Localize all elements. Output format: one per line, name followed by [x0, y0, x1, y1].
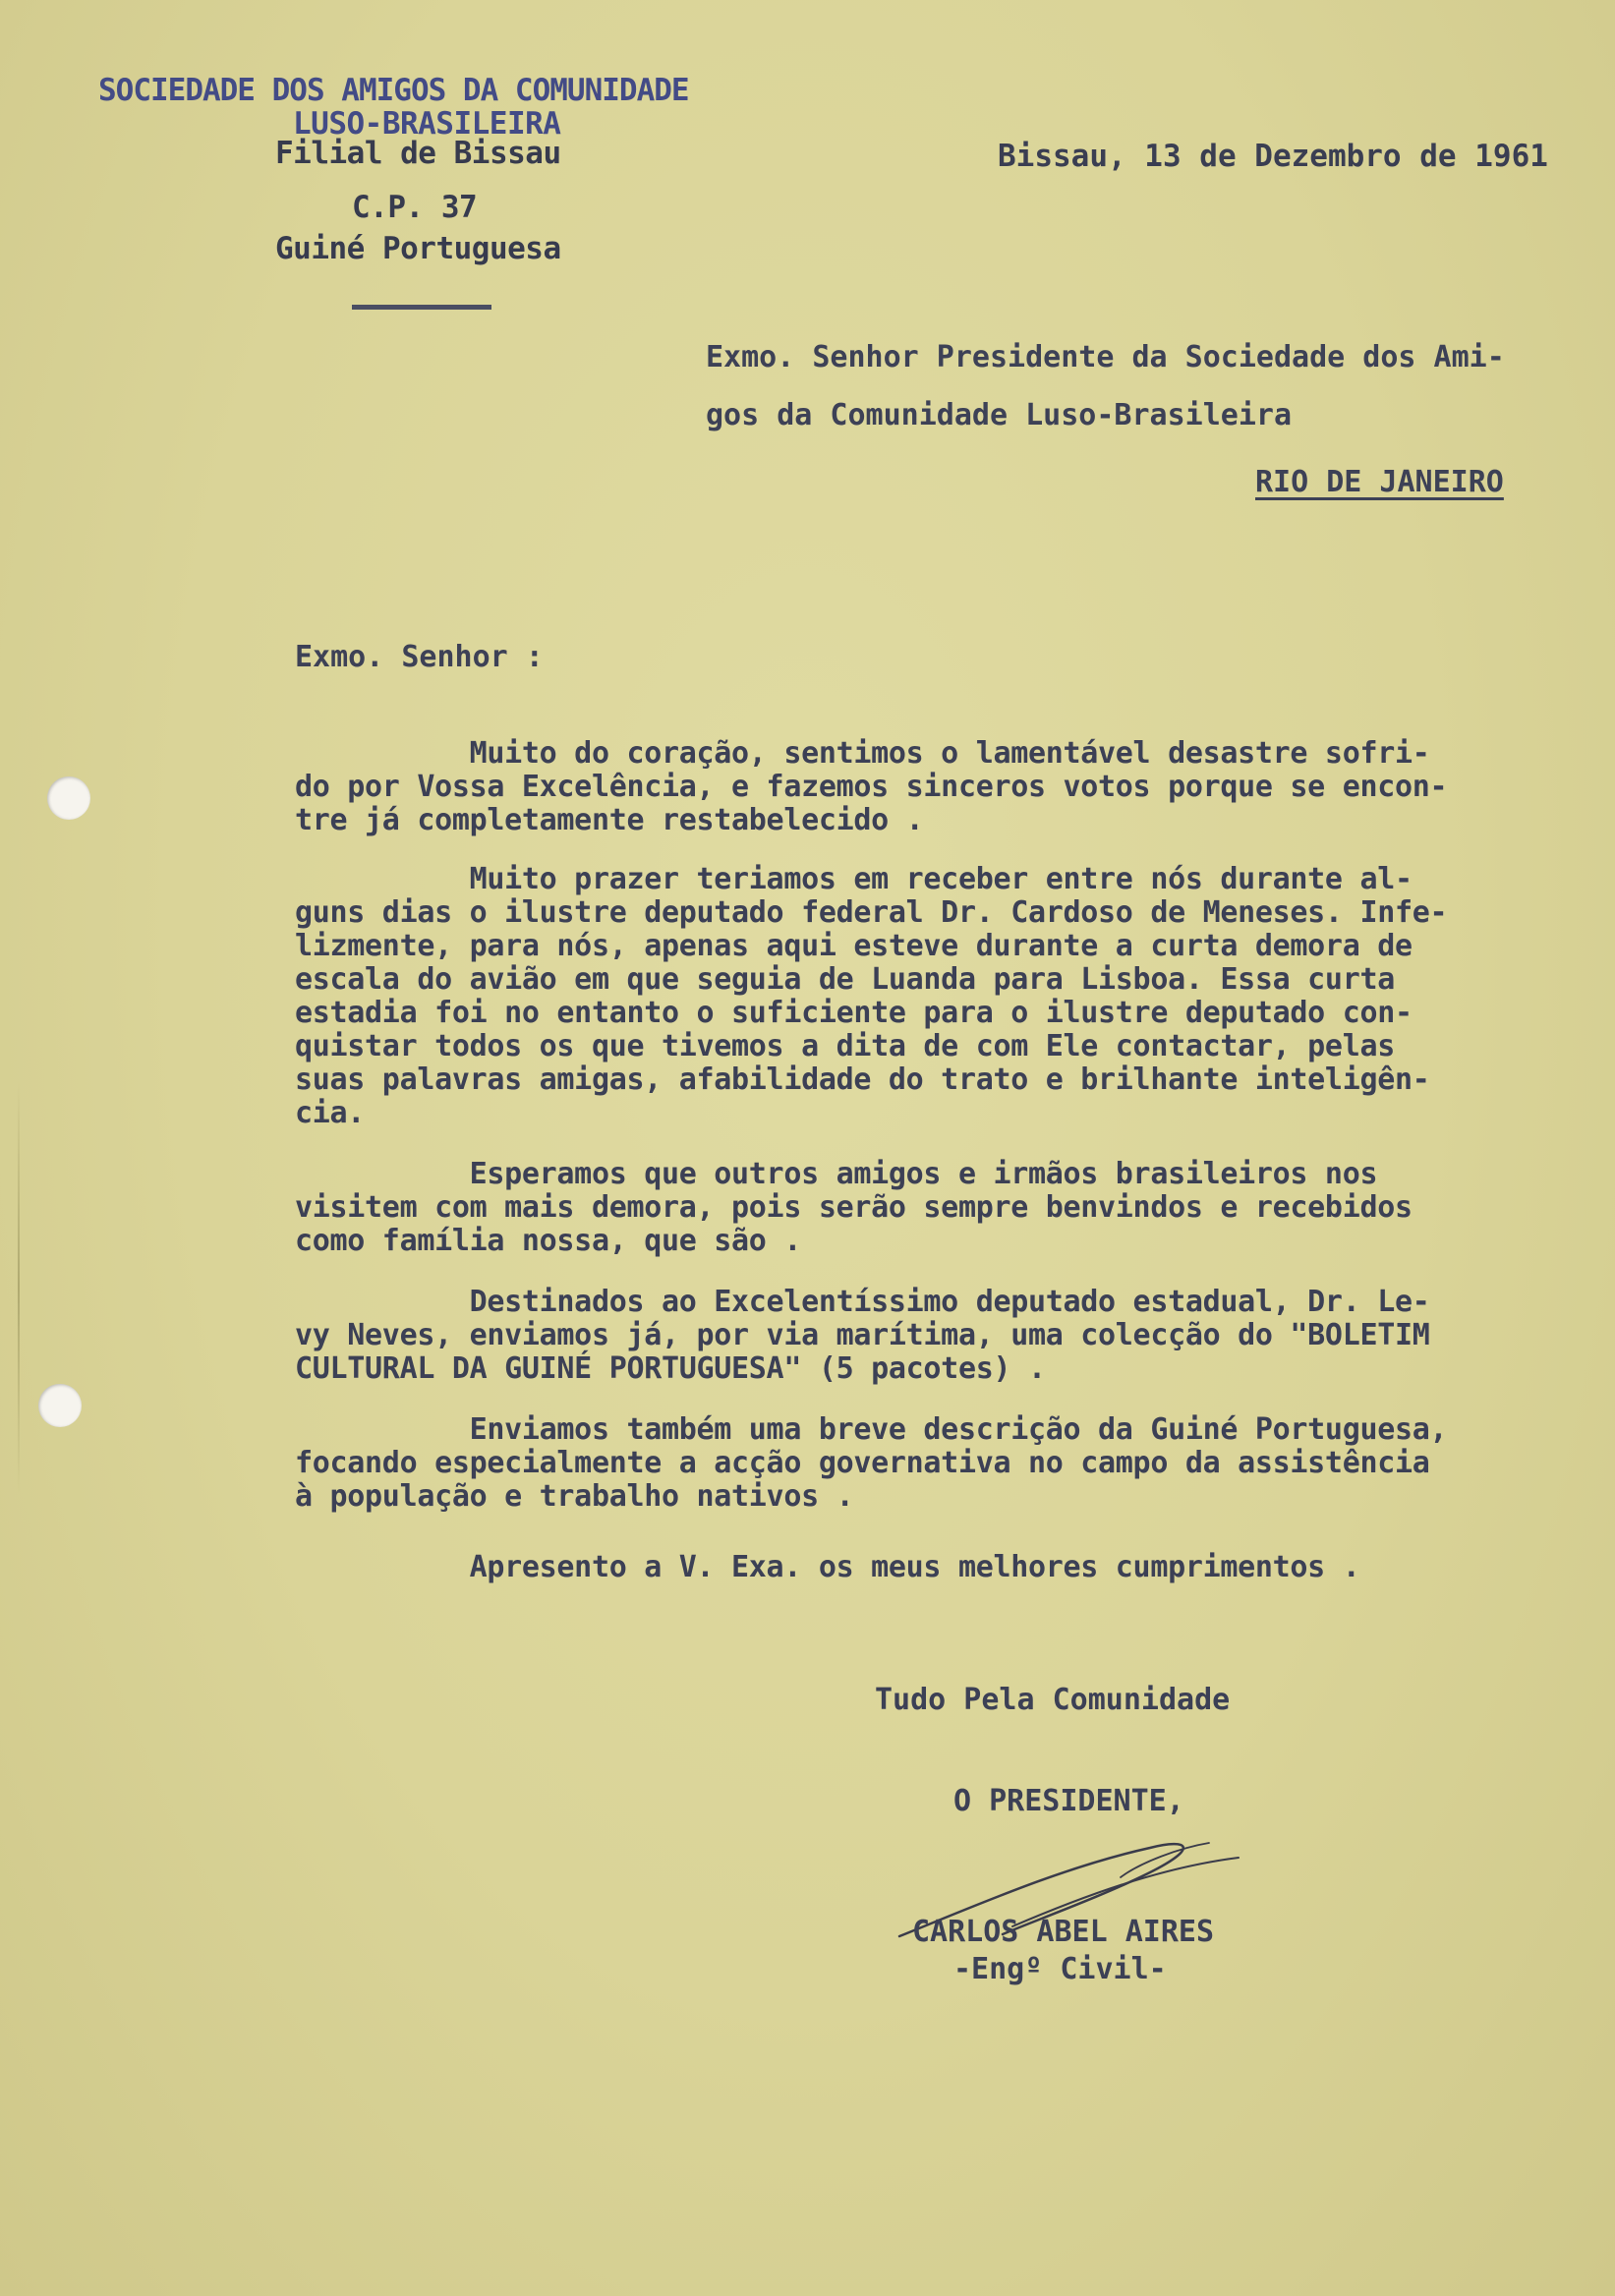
body-line: Apresento a V. Exa. os meus melhores cumprimentos .	[295, 1550, 1360, 1584]
body-line: escala do avião em que seguia de Luanda para Lisboa. Essa curta	[295, 962, 1395, 997]
body-line: tre já completamente restabelecido .	[295, 803, 924, 837]
body-line: Destinados ao Excelentíssimo deputado estadual, Dr. Le-	[295, 1285, 1430, 1319]
recipient-line-2: gos da Comunidade Luso-Brasileira	[706, 398, 1293, 432]
signatory-name: CARLOS ABEL AIRES	[912, 1915, 1215, 1949]
body-line: lizmente, para nós, apenas aqui esteve durante a curta demora de	[295, 929, 1413, 963]
body-line: como família nossa, que são .	[295, 1224, 802, 1258]
body-line: quistar todos os que tivemos a dita de com Ele contactar, pelas	[295, 1029, 1395, 1063]
body-line: focando especialmente a acção governativa no campo da assistência	[295, 1446, 1430, 1480]
date-line: Bissau, 13 de Dezembro de 1961	[998, 139, 1548, 174]
recipient-line-1: Exmo. Senhor Presidente da Sociedade dos Ami-	[706, 340, 1505, 374]
body-line: visitem com mais demora, pois serão sempre benvindos e recebidos	[295, 1190, 1413, 1225]
punch-hole-top	[47, 776, 90, 820]
letterhead-country: Guiné Portuguesa	[275, 231, 561, 266]
body-line: CULTURAL DA GUINÉ PORTUGUESA" (5 pacotes) .	[295, 1351, 1046, 1386]
body-line: estadia foi no entanto o suficiente para o ilustre deputado con-	[295, 996, 1413, 1030]
body-line: Muito do coração, sentimos o lamentável desastre sofri-	[295, 736, 1430, 771]
paper-fold-mark	[18, 1081, 20, 1494]
letterhead-po-box: C.P. 37	[352, 190, 478, 225]
body-line: Muito prazer teriamos em receber entre nós durante al-	[295, 862, 1413, 896]
body-line: vy Neves, enviamos já, por via marítima, uma colecção do "BOLETIM	[295, 1318, 1430, 1352]
letterhead-branch: Filial de Bissau	[275, 136, 561, 171]
closing-title: O PRESIDENTE,	[953, 1784, 1184, 1818]
letterhead-organization: SOCIEDADE DOS AMIGOS DA COMUNIDADE	[98, 73, 689, 108]
body-line: Enviamos também uma breve descrição da Guiné Portuguesa,	[295, 1412, 1448, 1447]
body-line: à população e trabalho nativos .	[295, 1479, 854, 1514]
body-line: suas palavras amigas, afabilidade do trato e brilhante inteligên-	[295, 1062, 1430, 1097]
salutation: Exmo. Senhor :	[295, 640, 544, 674]
punch-hole-bottom	[38, 1384, 82, 1427]
letterhead-rule	[352, 305, 491, 310]
body-line: do por Vossa Excelência, e fazemos sinceros votos porque se encon-	[295, 770, 1448, 804]
letterhead-organization-line2: LUSO-BRASILEIRA	[293, 106, 561, 142]
recipient-city: RIO DE JANEIRO	[1255, 465, 1504, 499]
closing-motto: Tudo Pela Comunidade	[875, 1683, 1231, 1717]
body-line: Esperamos que outros amigos e irmãos brasileiros nos	[295, 1157, 1378, 1191]
signatory-credential: -Engº Civil-	[953, 1952, 1167, 1986]
body-line: cia.	[295, 1096, 366, 1130]
body-line: guns dias o ilustre deputado federal Dr. Cardoso de Meneses. Infe-	[295, 895, 1448, 930]
